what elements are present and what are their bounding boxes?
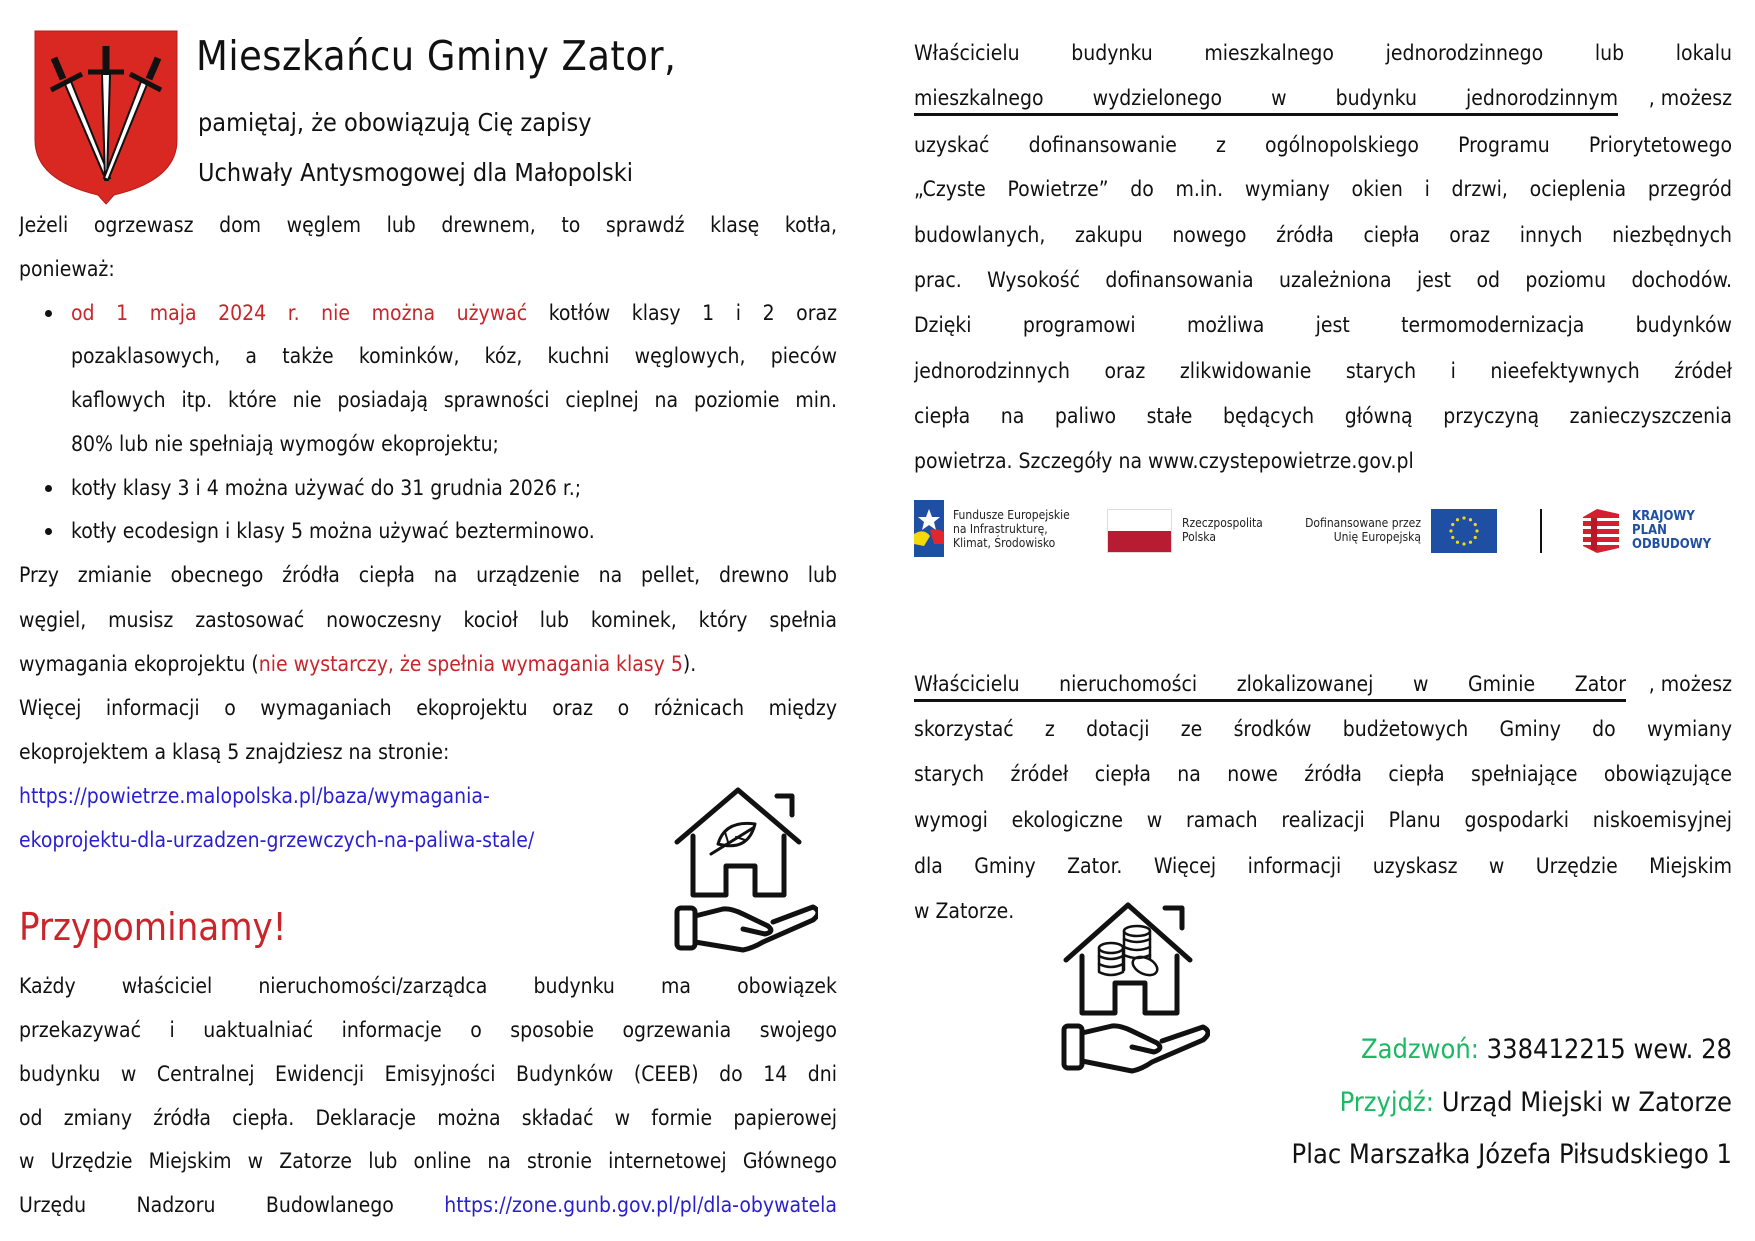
subtitle-line-2: Uchwały Antysmogowej dla Małopolski xyxy=(198,158,633,187)
program-line: Dzięki programowi możliwa jest termomodernizacja budynków xyxy=(914,313,1732,337)
eu-star-icon xyxy=(1462,542,1465,545)
fe-logo-icon xyxy=(914,500,944,557)
reminder-heading: Przypominamy! xyxy=(19,905,287,949)
grant-line xyxy=(914,669,1732,699)
contact-phone xyxy=(1361,1032,1732,1068)
more-info-line: Więcej informacji o wymaganiach ekoprojektu oraz o różnicach między xyxy=(19,696,837,720)
grant-line: w Zatorze. xyxy=(914,899,1015,923)
intro-line: ponieważ: xyxy=(19,257,115,281)
page-title: Mieszkańcu Gminy Zator, xyxy=(196,32,677,80)
poland-flag-icon xyxy=(1107,509,1172,553)
grant-line: skorzystać z dotacji ze środków budżetowych Gminy do wymiany xyxy=(914,717,1732,741)
text: Rzeczpospolita xyxy=(1182,516,1263,530)
ceeb-link[interactable]: https://zone.gunb.gov.pl/pl/dla-obywatela xyxy=(444,1193,837,1217)
eu-logo-text xyxy=(1300,516,1421,544)
text: KRAJOWY xyxy=(1632,509,1695,524)
text: Klimat, Środowisko xyxy=(953,536,1056,550)
text: , możesz xyxy=(1648,672,1732,696)
coat-of-arms-icon xyxy=(34,30,178,205)
eu-star-icon xyxy=(1451,523,1454,526)
eu-star-icon xyxy=(1456,518,1459,521)
program-line xyxy=(914,38,1732,68)
bullet-text: kotłów klasy 1 i 2 oraz xyxy=(527,301,837,325)
bullet-line: kotły ecodesign i klasy 5 można używać bezterminowo. xyxy=(71,519,595,543)
ecodesign-link[interactable]: https://powietrze.malopolska.pl/baza/wymagania- xyxy=(19,784,490,808)
bullet-icon xyxy=(45,310,52,317)
text: Urzędu Nadzoru Budowlanego xyxy=(19,1193,445,1217)
text: wymagania ekoprojektu ( xyxy=(19,652,259,676)
bullet-line: kaflowych itp. które nie posiadają sprawności cieplnej na poziomie min. xyxy=(71,388,837,412)
program-line: „Czyste Powietrze” do m.in. wymiany okien i drzwi, ocieplenia przegród xyxy=(914,177,1732,201)
bullet-line xyxy=(71,298,837,328)
zator-coat-of-arms xyxy=(34,30,178,205)
eu-flag-icon xyxy=(1431,509,1497,553)
reminder-line xyxy=(19,1190,837,1220)
intro-line: Jeżeli ogrzewasz dom węglem lub drewnem, to sprawdź klasę kotła, xyxy=(19,213,837,237)
bullet-line: 80% lub nie spełniają wymogów ekoprojektu; xyxy=(71,432,499,456)
program-line: ciepła na paliwo stałe będących główną przyczyną zanieczyszczenia xyxy=(914,404,1732,428)
eu-star-icon xyxy=(1451,536,1454,539)
deadline-warning: od 1 maja 2024 r. nie można używać xyxy=(71,301,528,325)
eu-star-icon xyxy=(1474,523,1477,526)
change-paragraph-line: Przy zmianie obecnego źródła ciepła na urządzenie na pellet, drewno lub xyxy=(19,563,837,587)
text: ODBUDOWY xyxy=(1632,537,1712,552)
program-owner-heading: Właścicielu budynku mieszkalnego jednorodzinnego lub lokalu xyxy=(914,38,1732,68)
text: PLAN xyxy=(1632,523,1667,538)
change-paragraph-line: węgiel, musisz zastosować nowoczesny kocioł lub kominek, który spełnia xyxy=(19,608,837,632)
eu-star-icon xyxy=(1474,536,1477,539)
reminder-line: w Urzędzie Miejskim w Zatorze lub online na stronie internetowej Głównego xyxy=(19,1149,837,1173)
text: , możesz xyxy=(1648,86,1732,110)
program-line: prac. Wysokość dofinansowania uzależniona jest od poziomu dochodów. xyxy=(914,268,1732,292)
text: Dofinansowane przez xyxy=(1305,516,1421,530)
bullet-line: pozaklasowych, a także kominków, kóz, kuchni węglowych, pieców xyxy=(71,344,837,368)
class5-warning: nie wystarczy, że spełnia wymagania klasy 5 xyxy=(258,652,683,676)
eu-star-icon xyxy=(1469,541,1472,544)
change-paragraph-line xyxy=(19,649,696,679)
grant-owner-heading: Właścicielu nieruchomości zlokalizowanej w Gminie Zator xyxy=(914,669,1626,702)
text: ). xyxy=(682,652,697,676)
office-name: Urząd Miejski w Zatorze xyxy=(1433,1087,1732,1118)
bullet-icon xyxy=(45,528,52,535)
bullet-line: kotły klasy 3 i 4 można używać do 31 grudnia 2026 r.; xyxy=(71,476,582,500)
program-line: uzyskać dofinansowanie z ogólnopolskiego Programu Priorytetowego xyxy=(914,133,1732,157)
logo-divider xyxy=(1540,509,1542,553)
program-line xyxy=(914,83,1732,113)
contact-visit xyxy=(1340,1085,1732,1121)
text: na Infrastrukturę, xyxy=(953,522,1048,536)
text: Unię Europejską xyxy=(1333,530,1421,544)
phone-label: Zadzwoń: xyxy=(1360,1034,1479,1065)
bullet-icon xyxy=(45,485,52,492)
program-line: budowlanych, zakupu nowego źródła ciepła oraz innych niezbędnych xyxy=(914,223,1732,247)
text: Polska xyxy=(1182,530,1216,544)
fe-logo-text xyxy=(953,508,1070,550)
visit-label: Przyjdź: xyxy=(1339,1087,1434,1118)
program-website: powietrza. Szczegóły na www.czystepowietrze.gov.pl xyxy=(914,449,1414,473)
grant-line: dla Gminy Zator. Więcej informacji uzyskasz w Urzędzie Miejskim xyxy=(914,854,1732,878)
ecodesign-link[interactable]: ekoprojektu-dla-urzadzen-grzewczych-na-paliwa-stale/ xyxy=(19,828,535,852)
subtitle-line-1: pamiętaj, że obowiązują Cię zapisy xyxy=(198,108,592,137)
house-coins-hand-icon xyxy=(1060,900,1210,1080)
grant-line: wymogi ekologiczne w ramach realizacji Planu gospodarki niskoemisyjnej xyxy=(914,808,1732,832)
office-address: Plac Marszałka Józefa Piłsudskiego 1 xyxy=(1291,1139,1732,1170)
grant-line: starych źródeł ciepła na nowe źródła ciepła spełniające obowiązujące xyxy=(914,762,1732,786)
eu-star-icon xyxy=(1456,541,1459,544)
reminder-line: przekazywać i uaktualniać informacje o sposobie ogrzewania swojego xyxy=(19,1018,837,1042)
house-leaf-hand-icon xyxy=(673,782,818,954)
reminder-line: od zmiany źródła ciepła. Deklaracje można składać w formie papierowej xyxy=(19,1106,837,1130)
kpo-logo-icon xyxy=(1583,509,1619,553)
program-line: jednorodzinnych oraz zlikwidowanie starych i nieefektywnych źródeł xyxy=(914,359,1732,383)
reminder-line: budynku w Centralnej Ewidencji Emisyjności Budynków (CEEB) do 14 dni xyxy=(19,1062,837,1086)
kpo-logo-text xyxy=(1632,510,1711,552)
program-owner-heading: mieszkalnego wydzielonego w budynku jednorodzinnym xyxy=(914,83,1618,116)
phone-number[interactable]: 338412215 wew. 28 xyxy=(1478,1034,1732,1065)
eu-star-icon xyxy=(1449,529,1452,532)
reminder-line: Każdy właściciel nieruchomości/zarządca budynku ma obowiązek xyxy=(19,974,837,998)
eu-star-icon xyxy=(1469,518,1472,521)
eu-star-icon xyxy=(1475,529,1478,532)
eu-star-icon xyxy=(1462,516,1465,519)
rp-logo-text xyxy=(1182,516,1263,544)
text: Fundusze Europejskie xyxy=(953,508,1070,522)
more-info-line: ekoprojektem a klasą 5 znajdziesz na stronie: xyxy=(19,740,450,764)
